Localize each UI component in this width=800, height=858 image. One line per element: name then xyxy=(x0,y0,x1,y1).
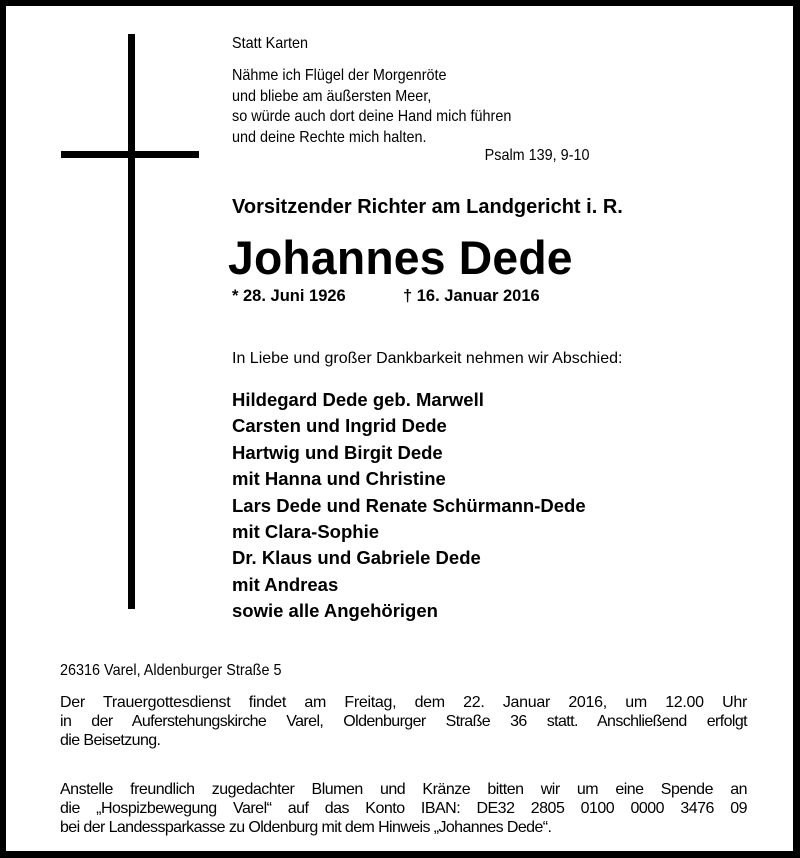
mourner: mit Andreas xyxy=(232,573,339,595)
verse-line: und bliebe am äußersten Meer, xyxy=(232,87,432,105)
notice-header: Statt Karten xyxy=(232,35,309,52)
farewell-text: In Liebe und großer Dankbarkeit nehmen wir Abschied: xyxy=(232,350,623,367)
service-line: die Beisetzung. xyxy=(60,732,161,749)
death-date: † 16. Januar 2016 xyxy=(403,287,540,305)
verse-line: Nähme ich Flügel der Morgenröte xyxy=(232,67,447,84)
deceased-name: Johannes Dede xyxy=(228,231,573,284)
mourners-list xyxy=(232,387,586,625)
family-address: 26316 Varel, Aldenburger Straße 5 xyxy=(60,662,282,679)
donation-info xyxy=(60,780,747,837)
service-line: Der Trauergottesdienst findet am Freitag, dem 22. Januar 2016, um 12.00 Uhr xyxy=(60,694,747,711)
mourner: Hartwig und Birgit Dede xyxy=(232,441,443,463)
verse-line: und deine Rechte mich halten. xyxy=(232,128,427,146)
donation-line: bei der Landessparkasse zu Oldenburg mit dem Hinweis „Johannes Dede“. xyxy=(60,819,552,836)
service-line: in der Auferstehungskirche Varel, Oldenburger Straße 36 statt. Anschließend erfolgt xyxy=(60,713,747,730)
cross-icon-horizontal-bar xyxy=(61,151,199,158)
cross-icon-vertical-bar xyxy=(128,34,135,609)
mourner: mit Clara-Sophie xyxy=(232,521,379,543)
verse-reference: Psalm 139, 9-10 xyxy=(485,147,590,164)
service-info xyxy=(60,693,747,750)
mourner: Lars Dede und Renate Schürmann-Dede xyxy=(232,494,586,516)
mourner: Hildegard Dede geb. Marwell xyxy=(232,389,484,410)
bible-verse xyxy=(232,66,542,148)
donation-line: Anstelle freundlich zugedachter Blumen und Kränze bitten wir um eine Spende an xyxy=(60,781,747,798)
mourner: mit Hanna und Christine xyxy=(232,468,446,490)
verse-line: so würde auch dort deine Hand mich führen xyxy=(232,108,512,125)
deceased-title: Vorsitzender Richter am Landgericht i. R. xyxy=(232,196,623,218)
obituary-notice xyxy=(6,6,793,851)
life-dates xyxy=(232,287,632,306)
mourner: Carsten und Ingrid Dede xyxy=(232,415,447,437)
birth-date: * 28. Juni 1926 xyxy=(232,287,346,305)
mourner: Dr. Klaus und Gabriele Dede xyxy=(232,547,481,569)
donation-line: die „Hospizbewegung Varel“ auf das Konto IBAN: DE32 2805 0100 0000 3476 09 xyxy=(60,800,747,817)
mourner: sowie alle Angehörigen xyxy=(232,600,438,622)
